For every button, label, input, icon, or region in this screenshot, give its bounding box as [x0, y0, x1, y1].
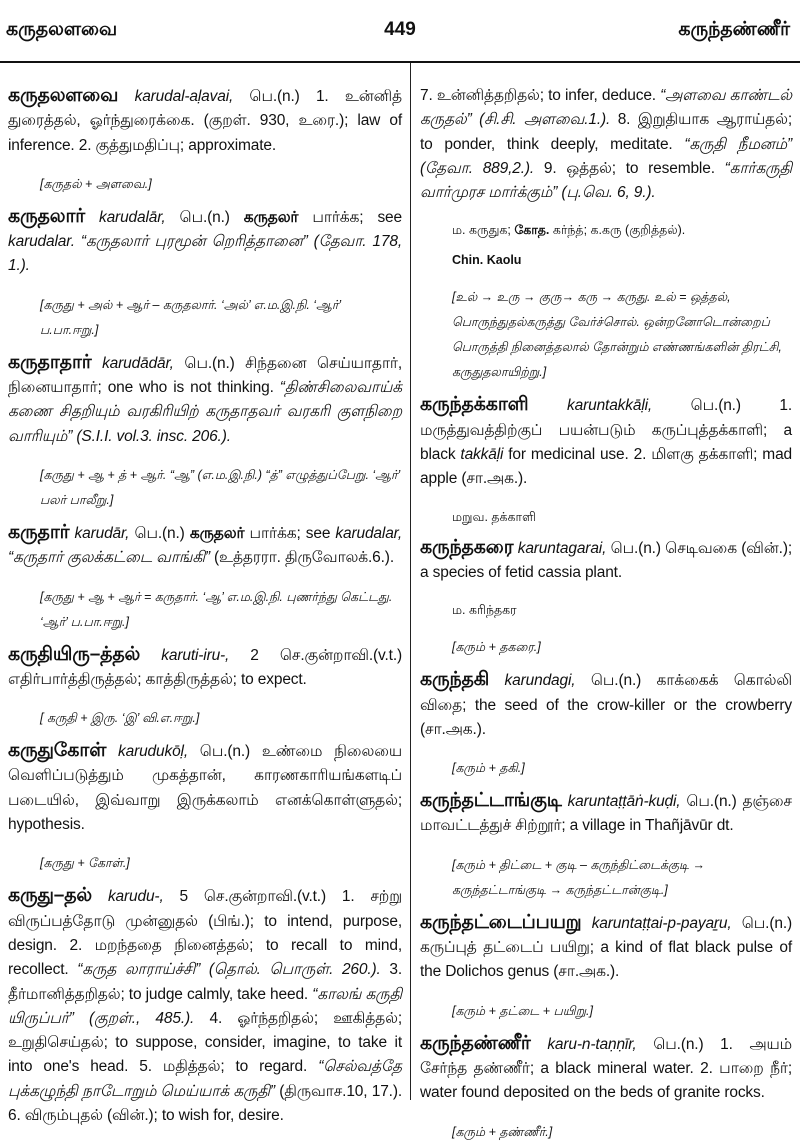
etymology-note [452, 756, 792, 781]
transliteration: karundagi, [489, 672, 576, 690]
citation-quote: “கார்கருதி வார்முரச மார்க்கும்” (பு.வெ. 6, 9.). [420, 159, 793, 202]
foreign-cognate [452, 249, 792, 271]
definition-text: [கருது + அல் + ஆர் – கருதலார். ‘அல்’ எ.ம.இ.நி. ‘ஆர்’ ப.பா.ஈறு.] [40, 297, 341, 337]
definition-text: ம. கருதுக; [452, 223, 515, 238]
definition-text: [கரும் + தகி.] [452, 761, 525, 776]
transliteration: karudādār, [91, 354, 174, 372]
left-column [8, 84, 403, 1125]
synonym-note [452, 506, 792, 528]
dictionary-entry [8, 739, 402, 837]
headword: கருந்தட்டைப்பயறு [420, 911, 582, 933]
definition-text: [கரும் + திட்டை + குடி – கருந்திட்டைக்குடி → கருந்தட்டாங்குடி → கருந்தட்டான்குடி.] [452, 857, 705, 897]
definition-text: 7. உன்னித்தறிதல்; to infer, deduce. [420, 87, 661, 104]
cognate-note [452, 599, 792, 621]
transliteration: karuntakkāḷi, [528, 397, 653, 415]
definition-text: for medicinal use. 2. மிளகு தக்காளி; mad apple (சா.அக.). [420, 446, 793, 488]
dictionary-entry [8, 521, 402, 571]
definition-text: பெ.(n.) காக்கைக் கொல்லி விதை; the seed of the crow-killer or the crowberry (சா.அக.). [420, 672, 793, 738]
definition-text: பெ.(n.) உண்மை நிலையை வெளிப்படுத்தும் முகத்தான், காரணகாரியங்களடிப் படையில், இவ்வாறு இருக்கலாம் எனக்கொள்ளுதல்; hypothesis. [8, 743, 403, 834]
etymology-note [452, 999, 792, 1024]
dictionary-entry [8, 884, 402, 1128]
headword: கருதலார் [8, 205, 86, 227]
dictionary-entry [420, 668, 792, 742]
citation-quote: “கருதார் குலக்கட்டை வாங்கி” [8, 549, 210, 567]
headword: கருந்தட்டாங்குடி [420, 790, 562, 812]
transliteration: karuntagarai, [513, 539, 607, 557]
citation-quote: “அளவை காண்டல் கருதல்” (சி.சி. அளவை.1.). [420, 87, 792, 129]
etymology-note [40, 463, 402, 513]
transliteration: karudalar, [335, 524, 402, 542]
transliteration: karudalār, [85, 208, 166, 226]
definition-text: பெ.(n.) செடிவகை (வின்.); a species of fetid cassia plant. [420, 539, 792, 581]
headword: கருது–தல் [8, 885, 93, 907]
etymology-note [40, 585, 402, 635]
definition-text: கர்ந்த்; க.கரு (குறித்தல்). [549, 223, 686, 238]
dictionary-entry [8, 643, 402, 693]
definition-text: 9. ஒத்தல்; to resemble. [534, 159, 725, 177]
headword: கருதாதார் [8, 351, 92, 373]
transliteration: karudalar. [8, 233, 75, 251]
dictionary-entry [420, 911, 792, 985]
dictionary-entry [8, 84, 402, 158]
definition-text: மறுவ. தக்காளி [452, 509, 536, 524]
etymology-note [40, 172, 402, 197]
headword: கருந்தகரை [420, 536, 514, 558]
transliteration: takkāḷi [460, 446, 504, 464]
definition-text: 8. இறுதியாக ஆராய்தல்; to ponder, think deeply, meditate. [420, 111, 792, 153]
transliteration: karuntaṭṭai-p-payaṟu, [581, 914, 732, 932]
citation-quote: “காலங் கருதி யிருப்பர்” (குறள்., 485.). [8, 985, 402, 1027]
dictionary-entry [420, 1032, 792, 1106]
running-head-right: கருந்தண்ணீர் [678, 19, 790, 40]
headword: கருதார் [8, 521, 70, 543]
etymology-note [40, 293, 402, 343]
definition-text: [ கருதி + இரு. ‘இ’ வி.எ.ஈறு.] [40, 711, 200, 726]
definition-text: [கரும் + தண்ணீர்.] [452, 1124, 553, 1139]
definition-text: [கரும் + தட்டை + பயிறு.] [452, 1003, 593, 1018]
definition-text: [கரும் + தகரை.] [452, 640, 541, 655]
transliteration: karudār, [69, 524, 130, 542]
definition-text: பார்க்க; see [244, 524, 336, 542]
headword: கருந்தண்ணீர் [420, 1032, 531, 1054]
transliteration: karuti-iru-, [140, 646, 230, 664]
etymology-note [452, 853, 792, 903]
definition-text: [கருது + ஆ + ஆர் = கருதார். ‘ஆ’ எ.ம.இ.நி. புணர்ந்து கெட்டது. ‘ஆர்’ ப.பா.ஈறு.] [40, 589, 393, 629]
definition-text: 3. தீர்மானித்தறிதல்; to judge calmly, take heed. [8, 961, 402, 1003]
definition-text: பெ.(n.) [129, 524, 190, 542]
dictionary-entry [420, 536, 792, 586]
transliteration: karu-n-taṇṇīr, [530, 1035, 637, 1053]
definition-text: பெ.(n.) தஞ்சை மாவட்டத்துச் சிற்றூர்; a village in Thañjāvūr dt. [420, 793, 792, 835]
cognate-note [452, 219, 792, 241]
definition-text: (திருவாச.10, 17.). 6. விரும்புதல் (வின்.); to wish for, desire. [8, 1082, 402, 1125]
definition-text: 4. ஓர்ந்தறிதல்; ஊகித்தல்; உறுதிசெய்தல்; to suppose, consider, imagine, to take it into one's head. 5. மதித்தல்; to regard. [8, 1009, 402, 1076]
cross-reference: கருதலர் [243, 208, 299, 226]
running-head-left: கருதலளவை [6, 19, 118, 40]
headword: கருதுகோள் [8, 740, 107, 762]
page-number: 449 [384, 19, 416, 40]
definition-text: [கருது + ஆ + த் + ஆர். “ஆ” (எ.ம.இ.நி.) “த்” எழுத்துப்பேறு. ‘ஆர்’ பலர் பாலீறு.] [40, 467, 400, 507]
header-rule [0, 61, 800, 63]
transliteration: karudukōḷ, [106, 743, 189, 761]
etymology-note [452, 1120, 792, 1145]
etymology-note [40, 706, 402, 731]
definition-text: பெ.(n.) சிந்தனை செய்யாதார், நினையாதார்; one who is not thinking. [8, 354, 403, 397]
headword: கருதியிரு–த்தல் [8, 643, 141, 665]
dictionary-entry [8, 351, 402, 449]
definition-text: 5 செ.குன்றாவி.(v.t.) 1. சற்று விருப்பத்தோடு முன்னுதல் (பிங்.); to intend, purpose, design. 2. மறந்ததை நினைத்தல்; to recall to mind, recollect. [8, 888, 402, 979]
citation-quote: “கருத லாராய்ச்சி” (தொல். பொருள். 260.). [77, 961, 381, 979]
entry-continuation [420, 84, 792, 205]
transliteration: karuntaṭṭāṅ-kuḍi, [561, 793, 681, 811]
definition-text: பெ.(n.) கருப்புத் தட்டைப் பயிறு; a kind of flat black pulse of the Dolichos genus (சா.அக.). [420, 914, 792, 981]
definition-text: பெ.(n.) 1. மருத்துவத்திற்குப் பயன்படும் கருப்புத்தக்காளி; a black [420, 397, 792, 464]
definition-text: 2 செ.குன்றாவி.(v.t.) எதிர்பார்த்திருத்தல்; காத்திருத்தல்; to expect. [8, 646, 402, 688]
citation-quote: “கருதலார் புரமூன் றெரித்தானை” (தேவா. 178, 1.). [8, 233, 402, 275]
etymology-note [452, 285, 792, 385]
transliteration: karudu-, [92, 888, 164, 906]
column-divider [410, 63, 411, 1100]
definition-text: பெ.(n.) 1. அயம் சேர்ந்த தண்ணீர்; a black mineral water. 2. பாறை நீர்; water found deposited on the beds of granite rocks. [420, 1035, 792, 1102]
definition-text: (உத்தரரா. திருவோலக்.6.). [209, 549, 394, 567]
dictionary-entry [420, 393, 792, 491]
cross-reference: கருதலர் [189, 524, 245, 542]
citation-quote: “திண்சிலைவாய்க் கணை சிதறியும் வரகிரியிற் கருதாதவர் வரகரி குளநிறை வாரியும்” (S.I.I. vol.3. insc. 206.). [8, 379, 402, 445]
definition-text: [கருது + கோள்.] [40, 856, 130, 871]
definition-text: பெ.(n.) [165, 208, 244, 226]
headword: கருந்தகி [420, 669, 490, 691]
headword: கருதலளவை [8, 85, 119, 106]
citation-quote: “செல்வத்தே புக்கழுந்தி நாடோறும் மெய்யாக் கருதி” [8, 1058, 402, 1100]
language-label: கோத. [514, 223, 550, 238]
definition-text: பெ.(n.) 1. உன்னித் துரைத்தல், ஓர்ந்துரைக்கை. (குறள். 930, உரை.); law of inference. 2. குத்துமதிப்பு; approximate. [8, 88, 402, 154]
etymology-note [452, 635, 792, 660]
etymology-note [40, 851, 402, 876]
right-column [420, 84, 793, 1139]
dictionary-entry [8, 205, 402, 279]
definition-text: ம. கரிந்தகர [452, 603, 517, 618]
transliteration: karudal-aḷavai, [118, 88, 234, 105]
definition-text: [கருதல் + அளவை.] [40, 176, 152, 191]
definition-text: Chin. Kaolu [452, 253, 522, 268]
definition-text: [உல் → உரு → குரு→ கரு → கருது. உல் = ஒத்தல், பொருந்துதல்கருத்து வேர்ச்சொல். ஒன்றனோடொன்றைப் பொருத்தி நினைத்தலால் தோன்றும் எண்ணங்களின் திரட்சி, கருதுதலாயிற்று.] [452, 290, 782, 380]
citation-quote: “கருதி நீமனம்” (தேவா. 889,2.). [420, 135, 792, 177]
dictionary-entry [420, 789, 792, 839]
definition-text: பார்க்க; see [298, 208, 402, 226]
headword: கருந்தக்காளி [420, 394, 529, 416]
